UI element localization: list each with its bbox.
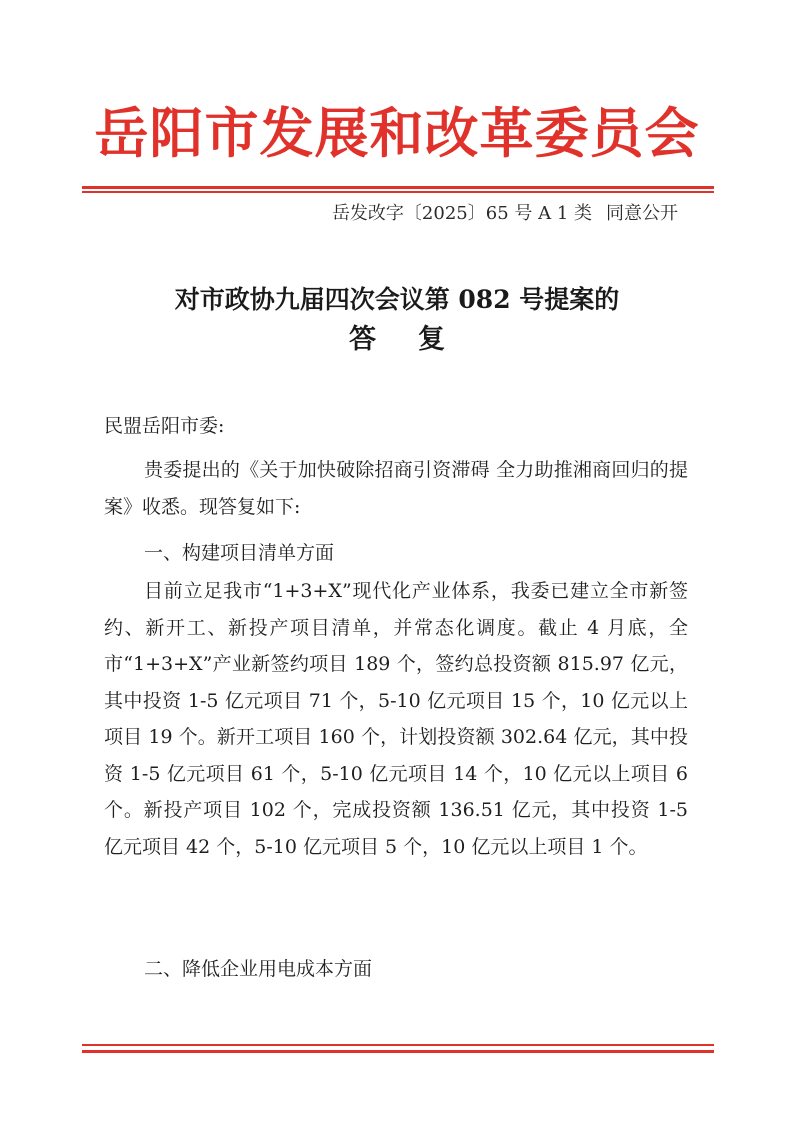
- letterhead-organization: 岳阳市发展和改革委员会: [94, 101, 700, 165]
- intro-paragraph: 贵委提出的《关于加快破除招商引资滞碍 全力助推湘商回归的提案》收悉。现答复如下:: [104, 459, 688, 518]
- document-number: 岳发改字〔2025〕65 号 A 1 类: [331, 203, 592, 224]
- document-title-line1: 对市政协九届四次会议第 082 号提案的: [174, 285, 620, 314]
- document-number-line: [332, 201, 678, 227]
- salutation: 民盟岳阳市委:: [104, 415, 225, 437]
- section-heading-2: 二、降低企业用电成本方面: [144, 958, 373, 980]
- section-paragraph-1: 目前立足我市“1+3+X”现代化产业体系，我委已建立全市新签约、新开工、新投产项目清单，并常态化调度。截止 4 月底，全市“1+3+X”产业新签约项目 189 个，签约总投资额 815.97 亿元，其中投资 1-5 亿元项目 71 个，5-10 亿元项目 15 个，10 亿元以上项目 19 个。新开工项目 160 个，计划投资额 302.64 亿元，其中投资 1-5 亿元项目 61 个，5-10 亿元项目 14 个，10 亿元以上项目 6 个。新投产项目 102 个，完成投资额 136.51 亿元，其中投资 1-5 亿元项目 42 个，5-10 亿元项目 5 个，10 亿元以上项目 1 个。: [104, 580, 688, 858]
- footer-rule-thick: [82, 1050, 714, 1053]
- document-title-line2: 答复: [349, 324, 487, 355]
- section-heading-1: 一、构建项目清单方面: [144, 542, 335, 564]
- letterhead-rule-thin: [82, 191, 714, 193]
- disclosure-status: 同意公开: [606, 203, 678, 224]
- footer-rule-thin: [82, 1044, 714, 1046]
- letterhead-rule-thick: [82, 186, 714, 189]
